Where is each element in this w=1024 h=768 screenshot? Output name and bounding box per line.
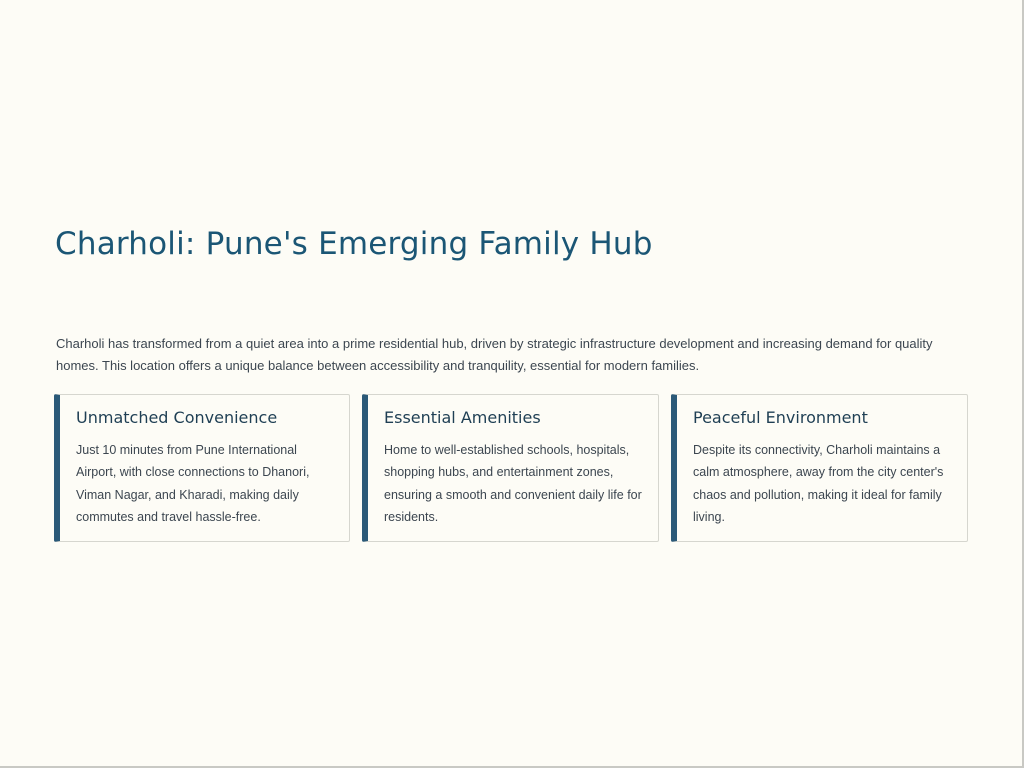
- card-title: Unmatched Convenience: [76, 408, 278, 427]
- card-peaceful-environment: [671, 394, 968, 542]
- card-text: Despite its connectivity, Charholi maintains a calm atmosphere, away from the city center's chaos and pollution, making it ideal for family living.: [693, 443, 944, 524]
- page-title: Charholi: Pune's Emerging Family Hub: [55, 226, 653, 262]
- card-title: Peaceful Environment: [693, 408, 868, 427]
- card-text: Home to well-established schools, hospitals, shopping hubs, and entertainment zones, ensuring a smooth and convenient daily life for residents.: [384, 443, 642, 524]
- card-text: Just 10 minutes from Pune International Airport, with close connections to Dhanori, Viman Nagar, and Kharadi, making daily commutes and travel hassle-free.: [76, 443, 310, 524]
- card-title: Essential Amenities: [384, 408, 541, 427]
- intro-paragraph: Charholi has transformed from a quiet area into a prime residential hub, driven by strategic infrastructure development and increasing demand for quality homes. This location offers a unique balance between accessibility and tranquility, essential for modern families.: [56, 336, 933, 373]
- card-unmatched-convenience: [54, 394, 350, 542]
- card-essential-amenities: [362, 394, 659, 542]
